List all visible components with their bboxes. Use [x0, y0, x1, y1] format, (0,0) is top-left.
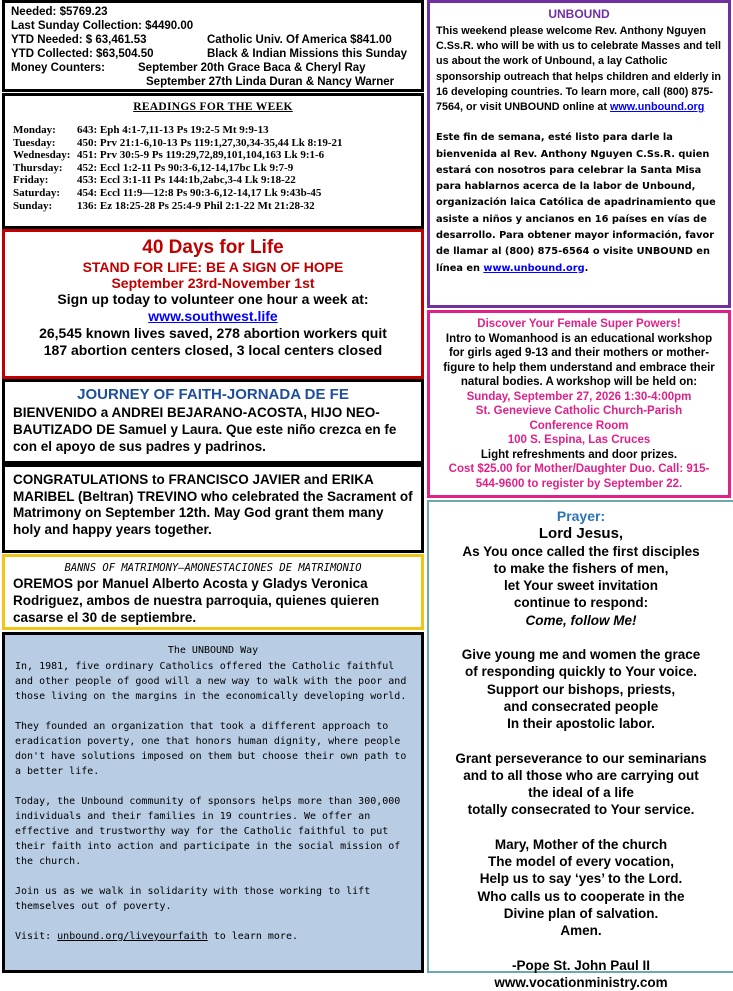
reading-day: Thursday:: [13, 161, 63, 174]
banns-box: [2, 554, 424, 630]
reading-citations: 136: Ez 18:25-28 Ps 25:4-9 Phil 2:1-22 Mt 21:28-32: [77, 199, 315, 212]
prayer-line: the ideal of a life: [528, 785, 634, 801]
finance-box: [2, 0, 424, 92]
forty-days-stats-2: 187 abortion centers closed, 3 local centers closed: [43, 342, 383, 358]
prayer-author: -Pope St. John Paul II: [511, 957, 650, 973]
reading-row: [13, 137, 413, 150]
prayer-stanza-3: [435, 750, 727, 819]
prayer-stanza-4: [435, 836, 727, 940]
readings-list: [13, 124, 413, 212]
reading-row: [13, 124, 413, 137]
unbound-es-body: Este fin de semana, esté listo para darle la bienvenida al Rev. Anthony Nguyen C.Ss.R. quien estará con nosotros para celebrar la Santa Misa para hablarnos acerca de la labor de Unbound, organización laica Católica de apadrinamiento que asiste a niños y ancianos en 16 países en vías de desarrollo. Para obtener mayor información, favor de llamar al (800) 875-6564 o visite UNBOUND en línea en: [436, 132, 716, 274]
liveyourfaith-link[interactable]: unbound.org/liveyourfaith: [57, 931, 208, 942]
readings-title: READINGS FOR THE WEEK: [133, 101, 293, 113]
forty-days-dates: September 23rd-November 1st: [111, 275, 315, 291]
ytd-needed: YTD Needed: $ 63,461.53: [11, 34, 147, 46]
congrats-text: CONGRATULATIONS to FRANCISCO JAVIER and ERIKA MARIBEL (Beltran) TREVINO who celebrated the Sacrament of Matrimony on September 12th. May God grant them many holy and happy years together.: [13, 472, 413, 537]
prayer-stanza-1: [435, 543, 727, 629]
prayer-line: Mary, Mother of the church: [494, 836, 668, 852]
unbound-way-p3: Today, the Unbound community of sponsors helps more than 300,000 individuals and their families in 19 countries. We offer an effective and trustworthy way for the Catholic faithful to put their faith into action and participate in the social mission of the church.: [15, 796, 401, 867]
prayer-line: Amen.: [560, 923, 602, 939]
womanhood-cost: Cost $25.00 for Mother/Daughter Duo. Call: 915-544-9600 to register by September 22.: [448, 463, 710, 490]
reading-row: [13, 162, 413, 175]
reading-day: Tuesday:: [13, 136, 56, 149]
missions-note: Black & Indian Missions this Sunday: [207, 48, 408, 60]
journey-box: [2, 379, 424, 464]
womanhood-box: [427, 310, 731, 498]
unbound-way-visit: [15, 929, 411, 944]
reading-citations: 451: Prv 30:5-9 Ps 119:29,72,89,101,104,163 Lk 9:1-6: [77, 149, 325, 162]
reading-day: Wednesday:: [13, 149, 71, 162]
womanhood-place-1: St. Genevieve Catholic Church-Parish: [475, 405, 683, 417]
prayer-line: to make the fishers of men,: [493, 560, 669, 576]
womanhood-text: Intro to Womanhood is an educational workshop for girls aged 9-13 and their mothers or mother-figure to help them understand and embrace their natural bodies. A workshop will be held on:: [443, 332, 715, 388]
banns-text: OREMOS por Manuel Alberto Acosta y Gladys Veronica Rodriguez, ambos de nuestra parroquia, quienes quieren casarse el 30 de septiembre.: [13, 576, 380, 625]
womanhood-date: Sunday, September 27, 2026 1:30-4:00pm: [466, 390, 692, 403]
forty-days-title: 40 Days for Life: [142, 237, 284, 258]
unbound-en-body: This weekend please welcome Rev. Anthony Nguyen C.Ss.R. who will be with us to celebrate Masses and tell us about the work of Unbound, a lay Catholic sponsorship outreach that helps children and elderly in 16 developing countries. To learn more, call (800) 875-7564, or visit UNBOUND online at: [436, 25, 721, 114]
unbound-title: UNBOUND: [548, 7, 610, 21]
prayer-box: [427, 500, 733, 990]
counters-line-2: September 27th Linda Duran & Nancy Warner: [146, 76, 395, 88]
prayer-line: and consecrated people: [503, 698, 659, 714]
money-counters-label: Money Counters:: [11, 62, 105, 74]
unbound-way-p4: Join us as we walk in solidarity with those working to lift themselves out of poverty.: [15, 886, 371, 912]
reading-day: Sunday:: [13, 199, 53, 212]
reading-citations: 453: Eccl 3:1-11 Ps 144:1b,2abc,3-4 Lk 9:18-22: [77, 174, 296, 187]
visit-suffix: to learn more.: [207, 931, 298, 942]
unbound-way-p1: In, 1981, five ordinary Catholics offered the Catholic faithful and other people of good will a new way to walk with the poor and those living on the margins in the economically developing world.: [15, 661, 407, 702]
reading-row: [13, 149, 413, 162]
prayer-line: continue to respond:: [513, 595, 649, 611]
reading-row: [13, 174, 413, 187]
womanhood-title: Discover Your Female Super Powers!: [477, 318, 681, 330]
reading-row: [13, 187, 413, 200]
prayer-title: Prayer:: [556, 508, 606, 524]
unbound-es-link[interactable]: www.unbound.org: [483, 262, 585, 274]
banns-title: BANNS OF MATRIMONY—AMONESTACIONES DE MATRIMONIO: [64, 562, 362, 574]
journey-text: BIENVENIDO a ANDREI BEJARANO-ACOSTA, HIJO NEO-BAUTIZADO DE Samuel y Laura. Que este niño crezca en fe con el apoyo de sus padres y padrinos.: [13, 405, 397, 454]
forty-days-box: [2, 229, 424, 379]
forty-days-stats-1: 26,545 known lives saved, 278 abortion workers quit: [39, 325, 387, 341]
prayer-line: Grant perseverance to our seminarians: [455, 750, 707, 766]
visit-prefix: Visit:: [15, 931, 58, 942]
reading-row: [13, 200, 413, 213]
prayer-line: Support our bishops, priests,: [486, 681, 676, 697]
prayer-line: Come, follow Me!: [525, 612, 637, 628]
readings-box: [2, 93, 424, 229]
unbound-en-link[interactable]: www.unbound.org: [610, 101, 705, 114]
reading-citations: 452: Eccl 1:2-11 Ps 90:3-6,12-14,17bc Lk 9:7-9: [77, 161, 294, 174]
reading-day: Friday:: [13, 174, 49, 187]
prayer-line: totally consecrated to Your service.: [467, 802, 695, 818]
needed-amount: Needed: $5769.23: [11, 6, 108, 18]
last-sunday-collection: Last Sunday Collection: $4490.00: [11, 20, 194, 32]
womanhood-address: 100 S. Espina, Las Cruces: [507, 434, 651, 446]
reading-day: Saturday:: [13, 186, 61, 199]
prayer-site: www.vocationministry.com: [494, 974, 668, 990]
reading-citations: 454: Eccl 11:9—12:8 Ps 90:3-6,12-14,17 Lk 9:43b-45: [77, 186, 322, 199]
unbound-spanish-text: Este fin de semana, esté listo para darle la bienvenida al Rev. Anthony Nguyen C.Ss.R. quien estará con nosotros para celebrar la Santa Misa para hablarnos acerca de la labor de Unbound, organización laica Católica de apadrinamiento que asiste a niños y ancianos en 16 países en vías de desarrollo. Para obtener mayor información, favor de llamar al (800) 875-6564 o visite UNBOUND en línea en www.unbound.org.: [436, 132, 716, 274]
catholic-univ-collection: Catholic Univ. Of America $841.00: [207, 34, 392, 46]
womanhood-extras: Light refreshments and door prizes.: [480, 448, 678, 461]
reading-day: Monday:: [13, 124, 56, 136]
prayer-line: Divine plan of salvation.: [503, 905, 659, 921]
unbound-way-p2: They founded an organization that took a different approach to eradication poverty, one that honors human dignity, where people don't have solutions imposed on them but choose their own path to a better life.: [15, 721, 407, 777]
reading-citations: 643: Eph 4:1-7,11-13 Ps 19:2-5 Mt 9:9-13: [77, 124, 269, 136]
ytd-collected: YTD Collected: $63,504.50: [11, 48, 154, 60]
counters-line-1: September 20th Grace Baca & Cheryl Ray: [138, 62, 366, 74]
journey-title: JOURNEY OF FAITH-JORNADA DE FE: [77, 386, 349, 403]
forty-days-signup: Sign up today to volunteer one hour a week at:: [57, 291, 369, 307]
unbound-box: [427, 0, 731, 308]
prayer-line: of responding quickly to Your voice.: [464, 664, 698, 680]
forty-days-subtitle: STAND FOR LIFE: BE A SIGN OF HOPE: [82, 259, 344, 275]
prayer-opening: Lord Jesus,: [538, 525, 624, 543]
prayer-line: Give young me and women the grace: [461, 647, 701, 663]
southwest-life-link[interactable]: www.southwest.life: [148, 308, 278, 324]
prayer-line: In their apostolic labor.: [507, 716, 655, 732]
reading-citations: 450: Prv 21:1-6,10-13 Ps 119:1,27,30,34-35,44 Lk 8:19-21: [77, 136, 343, 149]
prayer-stanza-2: [435, 646, 727, 732]
prayer-line: Help us to say ‘yes’ to the Lord.: [479, 871, 683, 887]
unbound-way-title: The UNBOUND Way: [167, 645, 259, 656]
prayer-line: The model of every vocation,: [487, 854, 675, 870]
unbound-english-text: [436, 24, 722, 115]
prayer-line: Who calls us to cooperate in the: [477, 888, 685, 904]
congrats-box: [2, 464, 424, 553]
prayer-line: and to all those who are carrying out: [463, 767, 699, 783]
womanhood-place-2: Conference Room: [529, 419, 629, 432]
prayer-line: let Your sweet invitation: [503, 578, 659, 594]
prayer-line: As You once called the first disciples: [462, 543, 700, 559]
unbound-way-box: [2, 632, 424, 973]
